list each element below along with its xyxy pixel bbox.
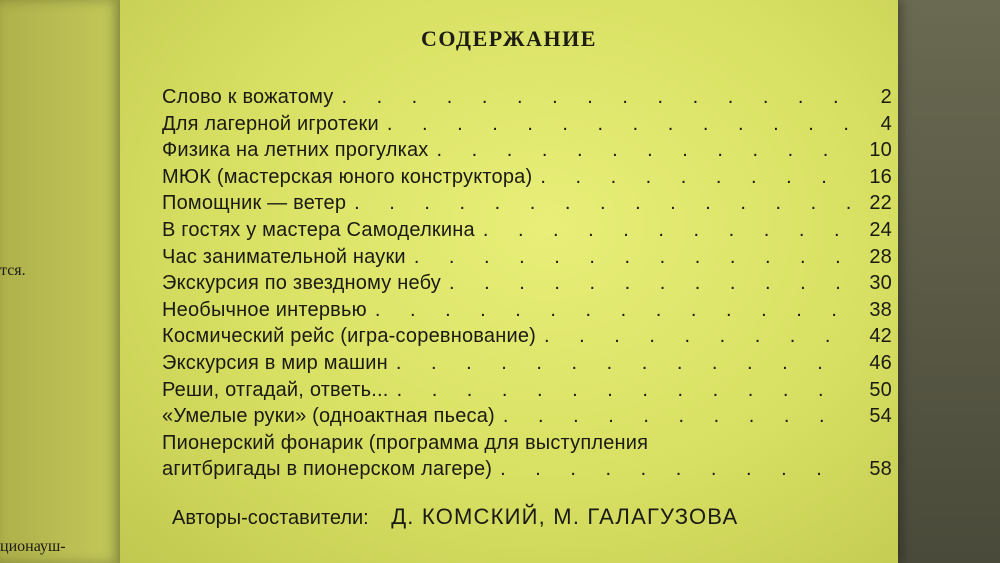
toc-entry — [162, 323, 892, 350]
toc-entry-title-continuation: агитбригады в пионерском лагере) — [162, 458, 493, 481]
toc-entry — [162, 403, 892, 430]
toc-entry-title: Космический рейс (игра-соревнование) — [162, 325, 537, 348]
toc-entry-title: Помощник — ветер — [162, 192, 347, 215]
dot-leader — [396, 350, 852, 377]
toc-entry — [162, 377, 892, 404]
dot-leader — [449, 270, 852, 297]
table-of-contents — [162, 84, 892, 483]
page-title: СОДЕРЖАНИЕ — [421, 26, 597, 51]
toc-entry — [162, 430, 892, 483]
toc-entry-page: 28 — [869, 245, 892, 268]
toc-entry-title: Экскурсия в мир машин — [162, 351, 388, 374]
toc-entry-title: Час занимательной науки — [162, 245, 406, 268]
dot-leader — [397, 377, 852, 404]
authors-label: Авторы-составители: — [172, 507, 369, 529]
left-page-text-fragment: ционауш- — [0, 538, 66, 555]
toc-entry-page: 42 — [869, 325, 892, 348]
toc-entry — [162, 244, 892, 271]
authors-names: Д. КОМСКИЙ, М. ГАЛАГУЗОВА — [391, 504, 739, 529]
dot-leader — [375, 297, 852, 324]
toc-entry — [162, 164, 892, 191]
contents-page — [120, 0, 898, 563]
toc-entry-title: В гостях у мастера Самоделкина — [162, 218, 475, 241]
toc-entry-page: 38 — [869, 298, 892, 321]
toc-entry-page: 22 — [869, 192, 892, 215]
toc-entry — [162, 350, 892, 377]
dot-leader — [354, 190, 852, 217]
toc-entry — [162, 84, 892, 111]
toc-entry — [162, 190, 892, 217]
toc-entry — [162, 270, 892, 297]
toc-entry — [162, 111, 892, 138]
dot-leader — [483, 217, 852, 244]
toc-entry-title: Для лагерной игротеки — [162, 112, 379, 135]
toc-entry-title: Слово к вожатому — [162, 86, 334, 108]
toc-entry-title: Физика на летних прогулках — [162, 139, 429, 162]
toc-entry — [162, 217, 892, 244]
left-page — [0, 0, 120, 563]
dot-leader — [503, 403, 852, 430]
toc-entry-page: 2 — [880, 86, 892, 108]
toc-entry-page: 4 — [880, 112, 892, 135]
toc-entry-title: «Умелые руки» (одноактная пьеса) — [162, 405, 495, 428]
toc-entry-page: 46 — [869, 351, 892, 374]
toc-entry-page: 58 — [869, 458, 892, 481]
dot-leader — [437, 137, 853, 164]
toc-entry — [162, 297, 892, 324]
toc-entry-title: Реши, отгадай, ответь... — [162, 378, 389, 401]
toc-entry-page: 10 — [869, 139, 892, 162]
toc-entry-title: МЮК (мастерская юного конструктора) — [162, 165, 533, 188]
toc-entry-title: Экскурсия по звездному небу — [162, 272, 442, 295]
toc-entry-page: 30 — [869, 272, 892, 295]
dot-leader — [500, 456, 852, 483]
toc-entry-page: 54 — [869, 405, 892, 428]
toc-entry-page: 50 — [869, 378, 892, 401]
dot-leader — [544, 323, 852, 350]
dot-leader — [341, 84, 852, 111]
dot-leader — [540, 164, 852, 191]
dot-leader — [414, 244, 852, 271]
toc-entry-title: Необычное интервью — [162, 298, 367, 321]
toc-entry-title: Пионерский фонарик (программа для выступления — [162, 431, 649, 454]
authors-line — [172, 504, 738, 530]
dot-leader — [387, 111, 852, 138]
toc-entry-page: 16 — [869, 165, 892, 188]
toc-entry-page: 24 — [869, 218, 892, 241]
left-page-text-fragment: тся. — [0, 262, 26, 279]
toc-entry — [162, 137, 892, 164]
